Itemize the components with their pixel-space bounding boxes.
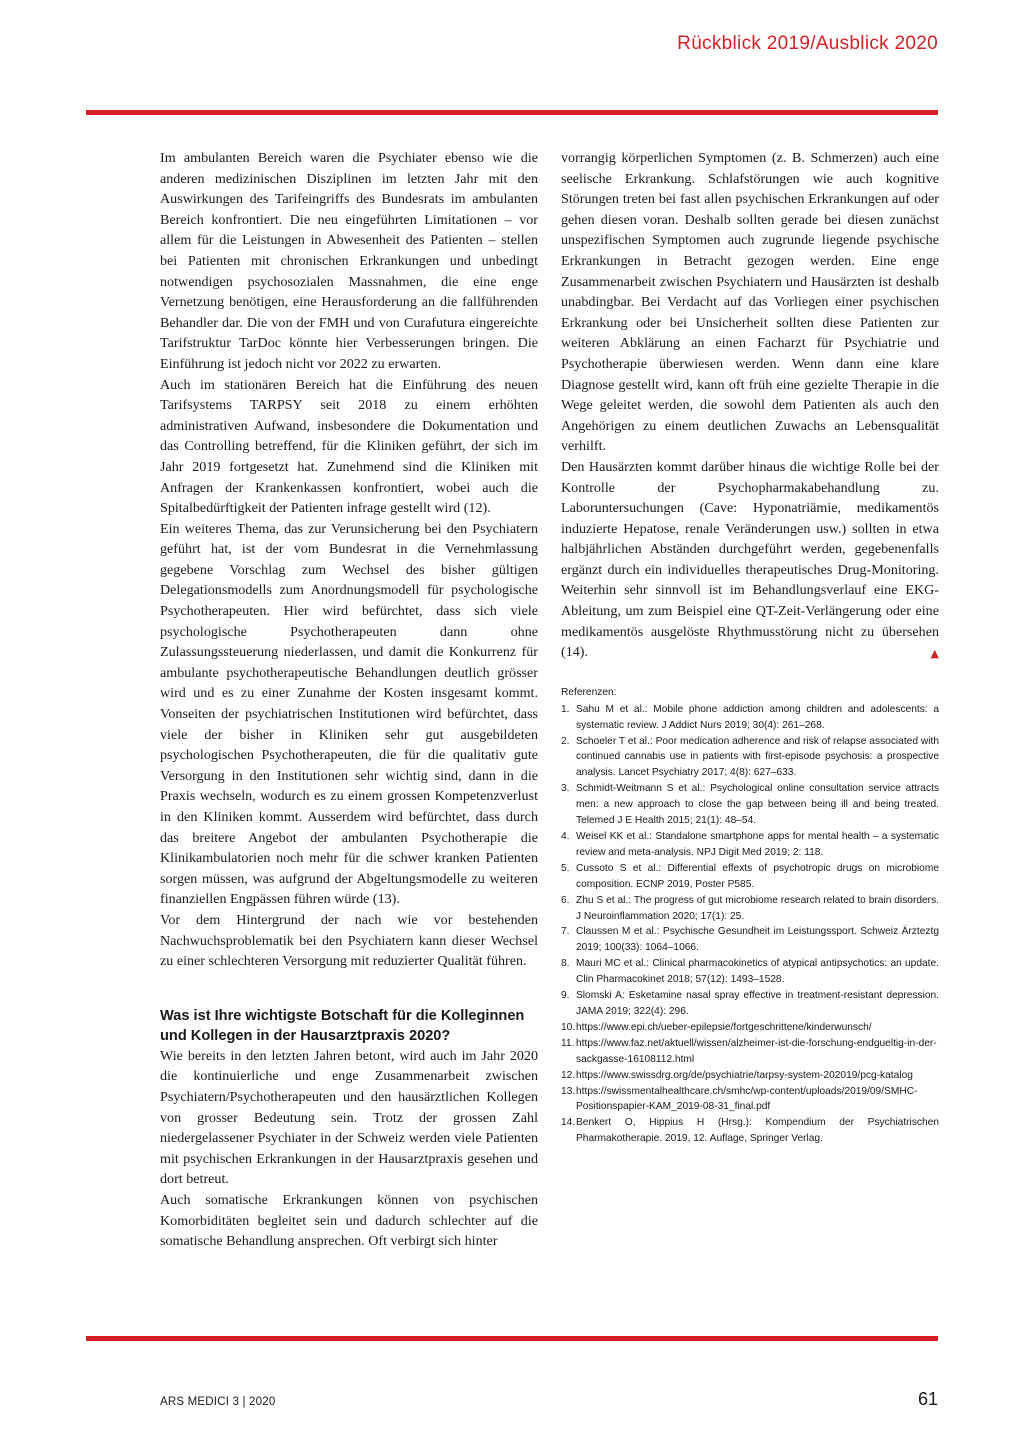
reference-text: Sahu M et al.: Mobile phone addiction among children and adolescents: a systematic review. J Addict Nurs 2019; 30(4): 261–268.: [576, 703, 939, 731]
reference-text: Slomski A: Esketamine nasal spray effective in treatment-resistant depression. JAMA 2019; 322(4): 296.: [576, 990, 939, 1017]
reference-text[interactable]: https://www.faz.net/aktuell/wissen/alzheimer-ist-die-forschung-endgueltig-in-der-sackgasse-16108112.html: [576, 1037, 937, 1065]
reference-text: Weisel KK et al.: Standalone smartphone apps for mental health – a systematic review and meta-analysis. NPJ Digit Med 2019; 2: 118.: [576, 831, 939, 858]
reference-number: 4.: [561, 831, 570, 842]
reference-number: 5.: [561, 862, 570, 874]
left-column: [160, 148, 538, 1252]
reference-text: Claussen M et al.: Psychische Gesundheit im Leistungssport. Schweiz Ärzteztg 2019; 100(33): 1064–1066.: [576, 926, 939, 954]
section-heading: Was ist Ihre wichtigste Botschaft für die Kolleginnen und Kollegen in der Hausarztpraxis 2020?: [160, 1007, 525, 1044]
reference-text: Cussoto S et al.: Differential effexts of psychotropic drugs on microbiome composition. ECNP 2019, Poster P585.: [576, 862, 939, 890]
end-of-article-icon: ▲: [930, 647, 939, 661]
reference-number: 3.: [561, 783, 570, 795]
paragraph: Wie bereits in den letzten Jahren betont, wird auch im Jahr 2020 die kontinuierliche und enge Zusammenarbeit zwischen Psychiatern/Psychotherapeuten und den hausärztlichen Kollegen von grosser Bedeutung sein. Trotz der grossen Zahl niedergelassener Psychiater in der Schweiz werden viele Patienten mit psychischen Erkrankungen in der Hausarztpraxis gesehen und dort betreut.: [160, 1047, 538, 1188]
reference-item: [561, 702, 939, 734]
reference-item: [561, 956, 939, 988]
paragraph: Ein weiteres Thema, das zur Verunsicherung bei den Psychiatern geführt hat, ist der vom Bundesrat in die Vernehmlassung gegebene Vorschlag zum Wechsel des bisher gültigen Delegationsmodells zum Anordnungsmodell für psychologische Psychotherapeuten. Hier wird befürchtet, dass sich viele psychologische Psychotherapeuten dann ohne Zulassungssteuerung niederlassen, und damit die Konkurrenz für ambulante psychotherapeutische Behandlungen deutlich grösser wird und es zu einer Zunahme der Kosten insgesamt kommt. Vonseiten der psychiatrischen Institutionen wird befürchtet, dass viele der bisher in Kliniken sehr gut ausgebildeten psychologischen Psychotherapeuten, die für die qualitativ gute Versorgung in den Institutionen sehr wichtig sind, dann in die Praxis wechseln, wodurch es zu einem grossen Kompetenzverlust in den Kliniken kommt. Ausserdem wird befürchtet, dass durch das breitere Angebot der ambulanten Psychotherapie die Klinikambulatorien noch mehr für die schwer kranken Patienten sorgen müssen, was aufgrund der Abgeltungsmodelle zu weiteren finanziellen Engpässen führen würde (13).: [160, 520, 538, 908]
paragraph: Vor dem Hintergrund der nach wie vor bestehenden Nachwuchsproblematik bei den Psychiatern kann dieser Wechsel zu einer schlechteren Versorgung mit reduzierter Qualität führen.: [160, 911, 538, 970]
reference-item: [561, 1115, 939, 1147]
reference-number: 10.: [561, 1021, 576, 1033]
reference-number: 8.: [561, 958, 570, 970]
bottom-divider: [86, 1336, 938, 1341]
reference-item: [561, 1020, 939, 1036]
reference-text: Mauri MC et al.: Clinical pharmacokinetics of atypical antipsychotics: an update. Clin Pharmacokinet 2018; 57(12): 1493–1528.: [576, 958, 939, 986]
paragraph-last: [561, 457, 939, 663]
references: [561, 685, 939, 1147]
reference-number: 6.: [561, 894, 570, 906]
reference-text[interactable]: https://www.swissdrg.org/de/psychiatrie/tarpsy-system-202019/pcg-katalog: [576, 1069, 913, 1081]
paragraph-last-text: Den Hausärzten kommt darüber hinaus die wichtige Rolle bei der Kontrolle der Psychopharmakabehandlung zu. Laboruntersuchungen (Cave: Hyponatriämie, medikamentös induzierte Hepatose, renale Veränderungen usw.) sollten in etwa halbjährlichen Abständen durchgeführt werden, gegebenenfalls ergänzt durch ein individuelles therapeutisches Drug-Monitoring. Weiterhin sehr sinnvoll ist im Behandlungsverlauf eine EKG-Ableitung, um zum Beispiel eine QT-Zeit-Verlängerung oder eine medikamentös ausgelöste Rhythmusstörung nicht zu übersehen (14).: [561, 458, 939, 661]
reference-item: [561, 988, 939, 1020]
paragraph: Auch somatische Erkrankungen können von psychischen Komorbiditäten begleitet sein und dadurch schlechter auf die somatische Behandlung ansprechen. Oft verbirgt sich hinter: [160, 1191, 538, 1250]
reference-item: [561, 893, 939, 925]
reference-item: [561, 829, 939, 861]
right-column: [561, 148, 939, 1147]
reference-number: 12.: [561, 1069, 576, 1081]
references-list: [561, 702, 939, 1147]
reference-item: [561, 781, 939, 829]
reference-text: Zhu S et al.: The progress of gut microbiome research related to brain disorders. J Neuroinflammation 2020; 17(1): 25.: [576, 894, 939, 922]
reference-number: 1.: [561, 703, 570, 715]
references-title: Referenzen:: [561, 686, 617, 698]
page-number: 61: [917, 1389, 938, 1409]
reference-item: [561, 1084, 939, 1116]
reference-text: Schmidt-Weitmann S et al.: Psychological online consultation service attracts men: a new approach to close the gap between being ill and being treated. Telemed J E Health 2015; 21(1): 48–54.: [576, 783, 939, 827]
paragraph: vorrangig körperlichen Symptomen (z. B. Schmerzen) auch eine seelische Erkrankung. Schlafstörungen wie auch kognitive Störungen treten bei fast allen psychischen Erkrankungen auf oder gehen diesen voran. Deshalb sollten gerade bei diesen zunächst unspezifischen Symptomen auch zugrunde liegende psychische Erkrankungen in Betracht gezogen werden. Eine enge Zusammenarbeit zwischen Psychiatern und Hausärzten ist deshalb unabdingbar. Bei Verdacht auf das Vorliegen einer psychischen Erkrankung oder bei Unsicherheit sollten diese Patienten zur weiteren Abklärung an einen Facharzt für Psychiatrie und Psychotherapie überwiesen werden. Wenn dann eine klare Diagnose gestellt wird, kann oft früh eine gezielte Therapie in die Wege geleitet werden, die sowohl dem Patienten als auch den Angehörigen zu einem deutlichen Zuwachs an Lebensqualität verhilft.: [561, 150, 939, 455]
reference-item: [561, 1036, 939, 1068]
paragraph: Im ambulanten Bereich waren die Psychiater ebenso wie die anderen medizinischen Disziplinen im letzten Jahr mit den Auswirkungen des Tarifeingriffs des Bundesrats im ambulanten Bereich konfrontiert. Die neu eingeführten Limitationen – vor allem für die Leistungen in Abwesenheit des Patienten – stellen bei Patienten mit chronischen Erkrankungen und unbedingt notwendigen psychosozialen Massnahmen, die eine enge Vernetzung benötigen, eine Herausforderung an die fallführenden Behandler dar. Die von der FMH und von Curafutura eingereichte Tarifstruktur TarDoc könnte hier Verbesserungen bringen. Die Einführung ist jedoch nicht vor 2022 zu erwarten.: [160, 150, 538, 372]
reference-item: [561, 734, 939, 782]
reference-number: 9.: [561, 990, 570, 1002]
reference-number: 13.: [561, 1085, 576, 1097]
reference-item: [561, 861, 939, 893]
reference-number: 14.: [561, 1117, 576, 1129]
footer-journal: ARS MEDICI 3 | 2020: [160, 1396, 276, 1408]
paragraph: Auch im stationären Bereich hat die Einführung des neuen Tarifsystems TARPSY seit 2018 zu einem erhöhten administrativen Aufwand, insbesondere die Dokumentation und das Controlling betreffend, für die Kliniken geführt, der sich im Jahr 2019 fortgesetzt hat. Zunehmend sind die Kliniken mit Anfragen der Krankenkassen konfrontiert, wobei auch die Spitalbedürftigkeit der Patienten infrage gestellt wird (12).: [160, 376, 538, 517]
reference-text: Schoeler T et al.: Poor medication adherence and risk of relapse associated with continued cannabis use in patients with first-episode psychosis: a prospective analysis. Lancet Psychiatry 2017; 4(8): 627–633.: [576, 735, 939, 779]
reference-text[interactable]: https://www.epi.ch/ueber-epilepsie/fortgeschrittene/kinderwunsch/: [576, 1021, 872, 1033]
reference-number: 7.: [561, 926, 570, 938]
reference-item: [561, 924, 939, 956]
reference-item: [561, 1068, 939, 1084]
page-header-title: Rückblick 2019/Ausblick 2020: [677, 33, 938, 54]
reference-text[interactable]: https://swissmentalhealthcare.ch/smhc/wp-content/uploads/2019/09/SMHC-Positionspapier-KAM_2019-08-31_final.pdf: [576, 1085, 918, 1113]
reference-number: 2.: [561, 735, 570, 747]
reference-number: 11.: [561, 1037, 575, 1049]
top-divider: [86, 110, 938, 115]
reference-text: Benkert O, Hippius H (Hrsg.): Kompendium der Psychiatrischen Pharmakotherapie. 2019, 12. Auflage, Springer Verlag.: [576, 1117, 939, 1145]
